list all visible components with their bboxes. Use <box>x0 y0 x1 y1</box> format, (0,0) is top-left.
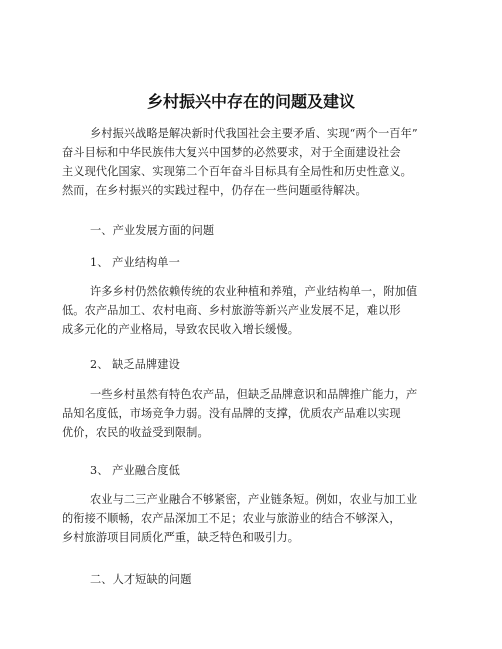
intro-line: 然而，在乡村振兴的实践过程中，仍存在一些问题亟待解决。 <box>62 184 367 197</box>
paragraph-line: 的衔接不顺畅，农产品深加工不足；农业与旅游业的结合不够深入， <box>62 512 401 525</box>
paragraph-line: 乡村旅游项目同质化严重，缺乏特色和吸引力。 <box>62 531 300 544</box>
paragraph-line: 品知名度低，市场竞争力弱。没有品牌的支撑，优质农产品难以实现 <box>62 407 401 420</box>
paragraph-line: 优价，农民的收益受到限制。 <box>62 426 209 439</box>
section-heading-talent: 二、人才短缺的问题 <box>90 573 192 586</box>
intro-line: 乡村振兴战略是解决新时代我国社会主要矛盾、实现“两个一百年” <box>90 127 418 140</box>
subheading-brand-building: 2、 缺乏品牌建设 <box>90 358 180 371</box>
paragraph-line: 低。农产品加工、农村电商、乡村旅游等新兴产业发展不足，难以形 <box>62 304 401 317</box>
paragraph-line: 农业与二三产业融合不够紧密，产业链条短。例如，农业与加工业 <box>90 493 418 506</box>
paragraph-industry-integration <box>62 490 446 547</box>
paragraph-line: 一些乡村虽然有特色农产品，但缺乏品牌意识和品牌推广能力，产 <box>90 388 418 401</box>
paragraph-brand-building <box>62 385 446 442</box>
intro-line: 主义现代化国家、实现第二个百年奋斗目标具有全局性和历史性意义。 <box>62 165 412 178</box>
intro-paragraph <box>62 124 446 200</box>
document-title: 乡村振兴中存在的问题及建议 <box>146 92 355 111</box>
subheading-industry-integration: 3、 产业融合度低 <box>90 464 180 477</box>
paragraph-line: 许多乡村仍然依赖传统的农业种植和养殖，产业结构单一，附加值 <box>90 285 418 298</box>
paragraph-line: 成多元化的产业格局，导致农民收入增长缓慢。 <box>62 323 300 336</box>
intro-line: 奋斗目标和中华民族伟大复兴中国梦的必然要求，对于全面建设社会 <box>62 146 401 159</box>
section-heading-industry: 一、产业发展方面的问题 <box>90 224 215 237</box>
paragraph-industry-structure <box>62 282 446 339</box>
subheading-industry-structure: 1、 产业结构单一 <box>90 256 180 269</box>
